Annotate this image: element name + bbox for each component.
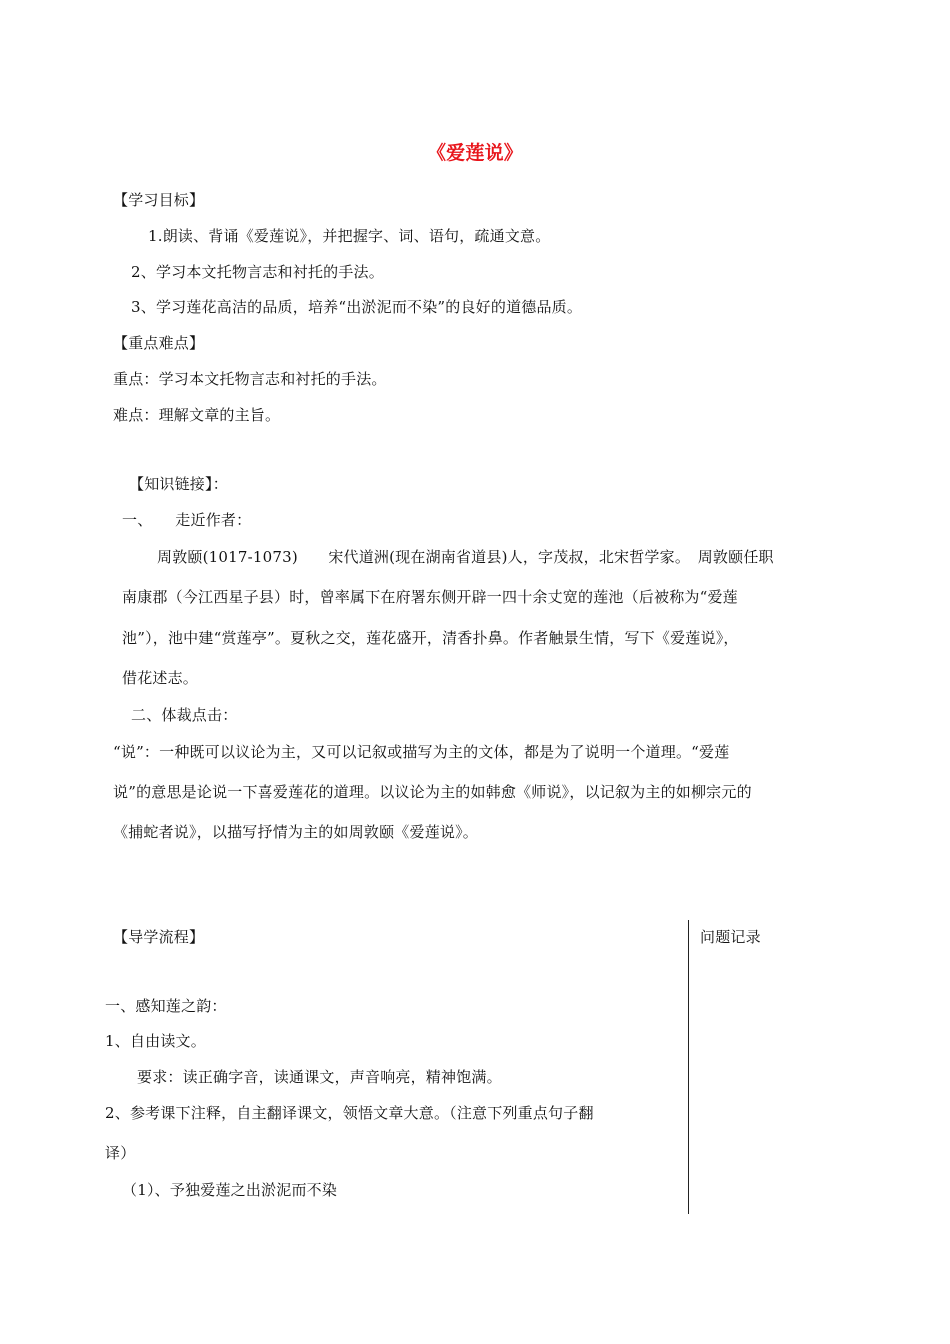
step-item: 2、参考课下注释，自主翻译课文，领悟文章大意。（注意下列重点句子翻 (105, 1104, 594, 1122)
step-item-continuation: 译） (105, 1144, 136, 1162)
difficult-point: 难点：理解文章的主旨。 (113, 406, 281, 424)
page-title: 《爱莲说》 (426, 142, 523, 164)
objective-item: 2、学习本文托物言志和衬托的手法。 (131, 263, 384, 281)
key-sentence: （1）、予独爱莲之出淤泥而不染 (122, 1181, 338, 1199)
objectives-heading: 【学习目标】 (113, 191, 205, 209)
genre-paragraph-line: 《捕蛇者说》，以描写抒情为主的如周敦颐《爱莲说》。 (113, 823, 479, 841)
author-paragraph-line: 南康郡（今江西星子县）时，曾率属下在府署东侧开辟一四十余丈宽的莲池（后被称为“爱莲 (122, 588, 738, 606)
notes-heading: 问题记录 (700, 928, 761, 946)
knowledge-heading: 【知识链接】： (129, 475, 228, 493)
genre-heading: 二、体裁点击： (131, 706, 238, 724)
guide-heading: 【导学流程】 (113, 928, 205, 946)
step-item: 1、自由读文。 (105, 1032, 206, 1050)
objective-item: 3、学习莲花高洁的品质，培养“出淤泥而不染”的良好的道德品质。 (131, 298, 583, 316)
author-paragraph-line: 周敦颐(1017-1073) 宋代道洲(现在湖南省道县)人，字茂叔，北宋哲学家。 周敦颐任职 (157, 548, 774, 566)
step-requirement: 要求：读正确字音，读通课文，声音响亮，精神饱满。 (137, 1068, 502, 1086)
objective-item: 1.朗读、背诵《爱莲说》，并把握字、词、语句，疏通文意。 (148, 227, 551, 245)
genre-paragraph-line: 说”的意思是论说一下喜爱莲花的道理。以议论为主的如韩愈《师说》，以记叙为主的如柳宗元的 (113, 783, 752, 801)
author-paragraph-line: 池”），池中建“赏莲亭”。夏秋之交，莲花盛开，清香扑鼻。作者触景生情，写下《爱莲说》， (122, 629, 739, 647)
author-paragraph-line: 借花述志。 (122, 669, 199, 687)
genre-paragraph-line: “说”：一种既可以议论为主，又可以记叙或描写为主的文体，都是为了说明一个道理。“爱莲 (113, 743, 730, 761)
author-heading: 一、 走近作者： (122, 511, 252, 529)
key-points-heading: 【重点难点】 (113, 334, 205, 352)
section-heading: 一、感知莲之韵： (105, 997, 227, 1015)
key-point: 重点：学习本文托物言志和衬托的手法。 (113, 370, 387, 388)
column-divider (688, 920, 689, 1214)
